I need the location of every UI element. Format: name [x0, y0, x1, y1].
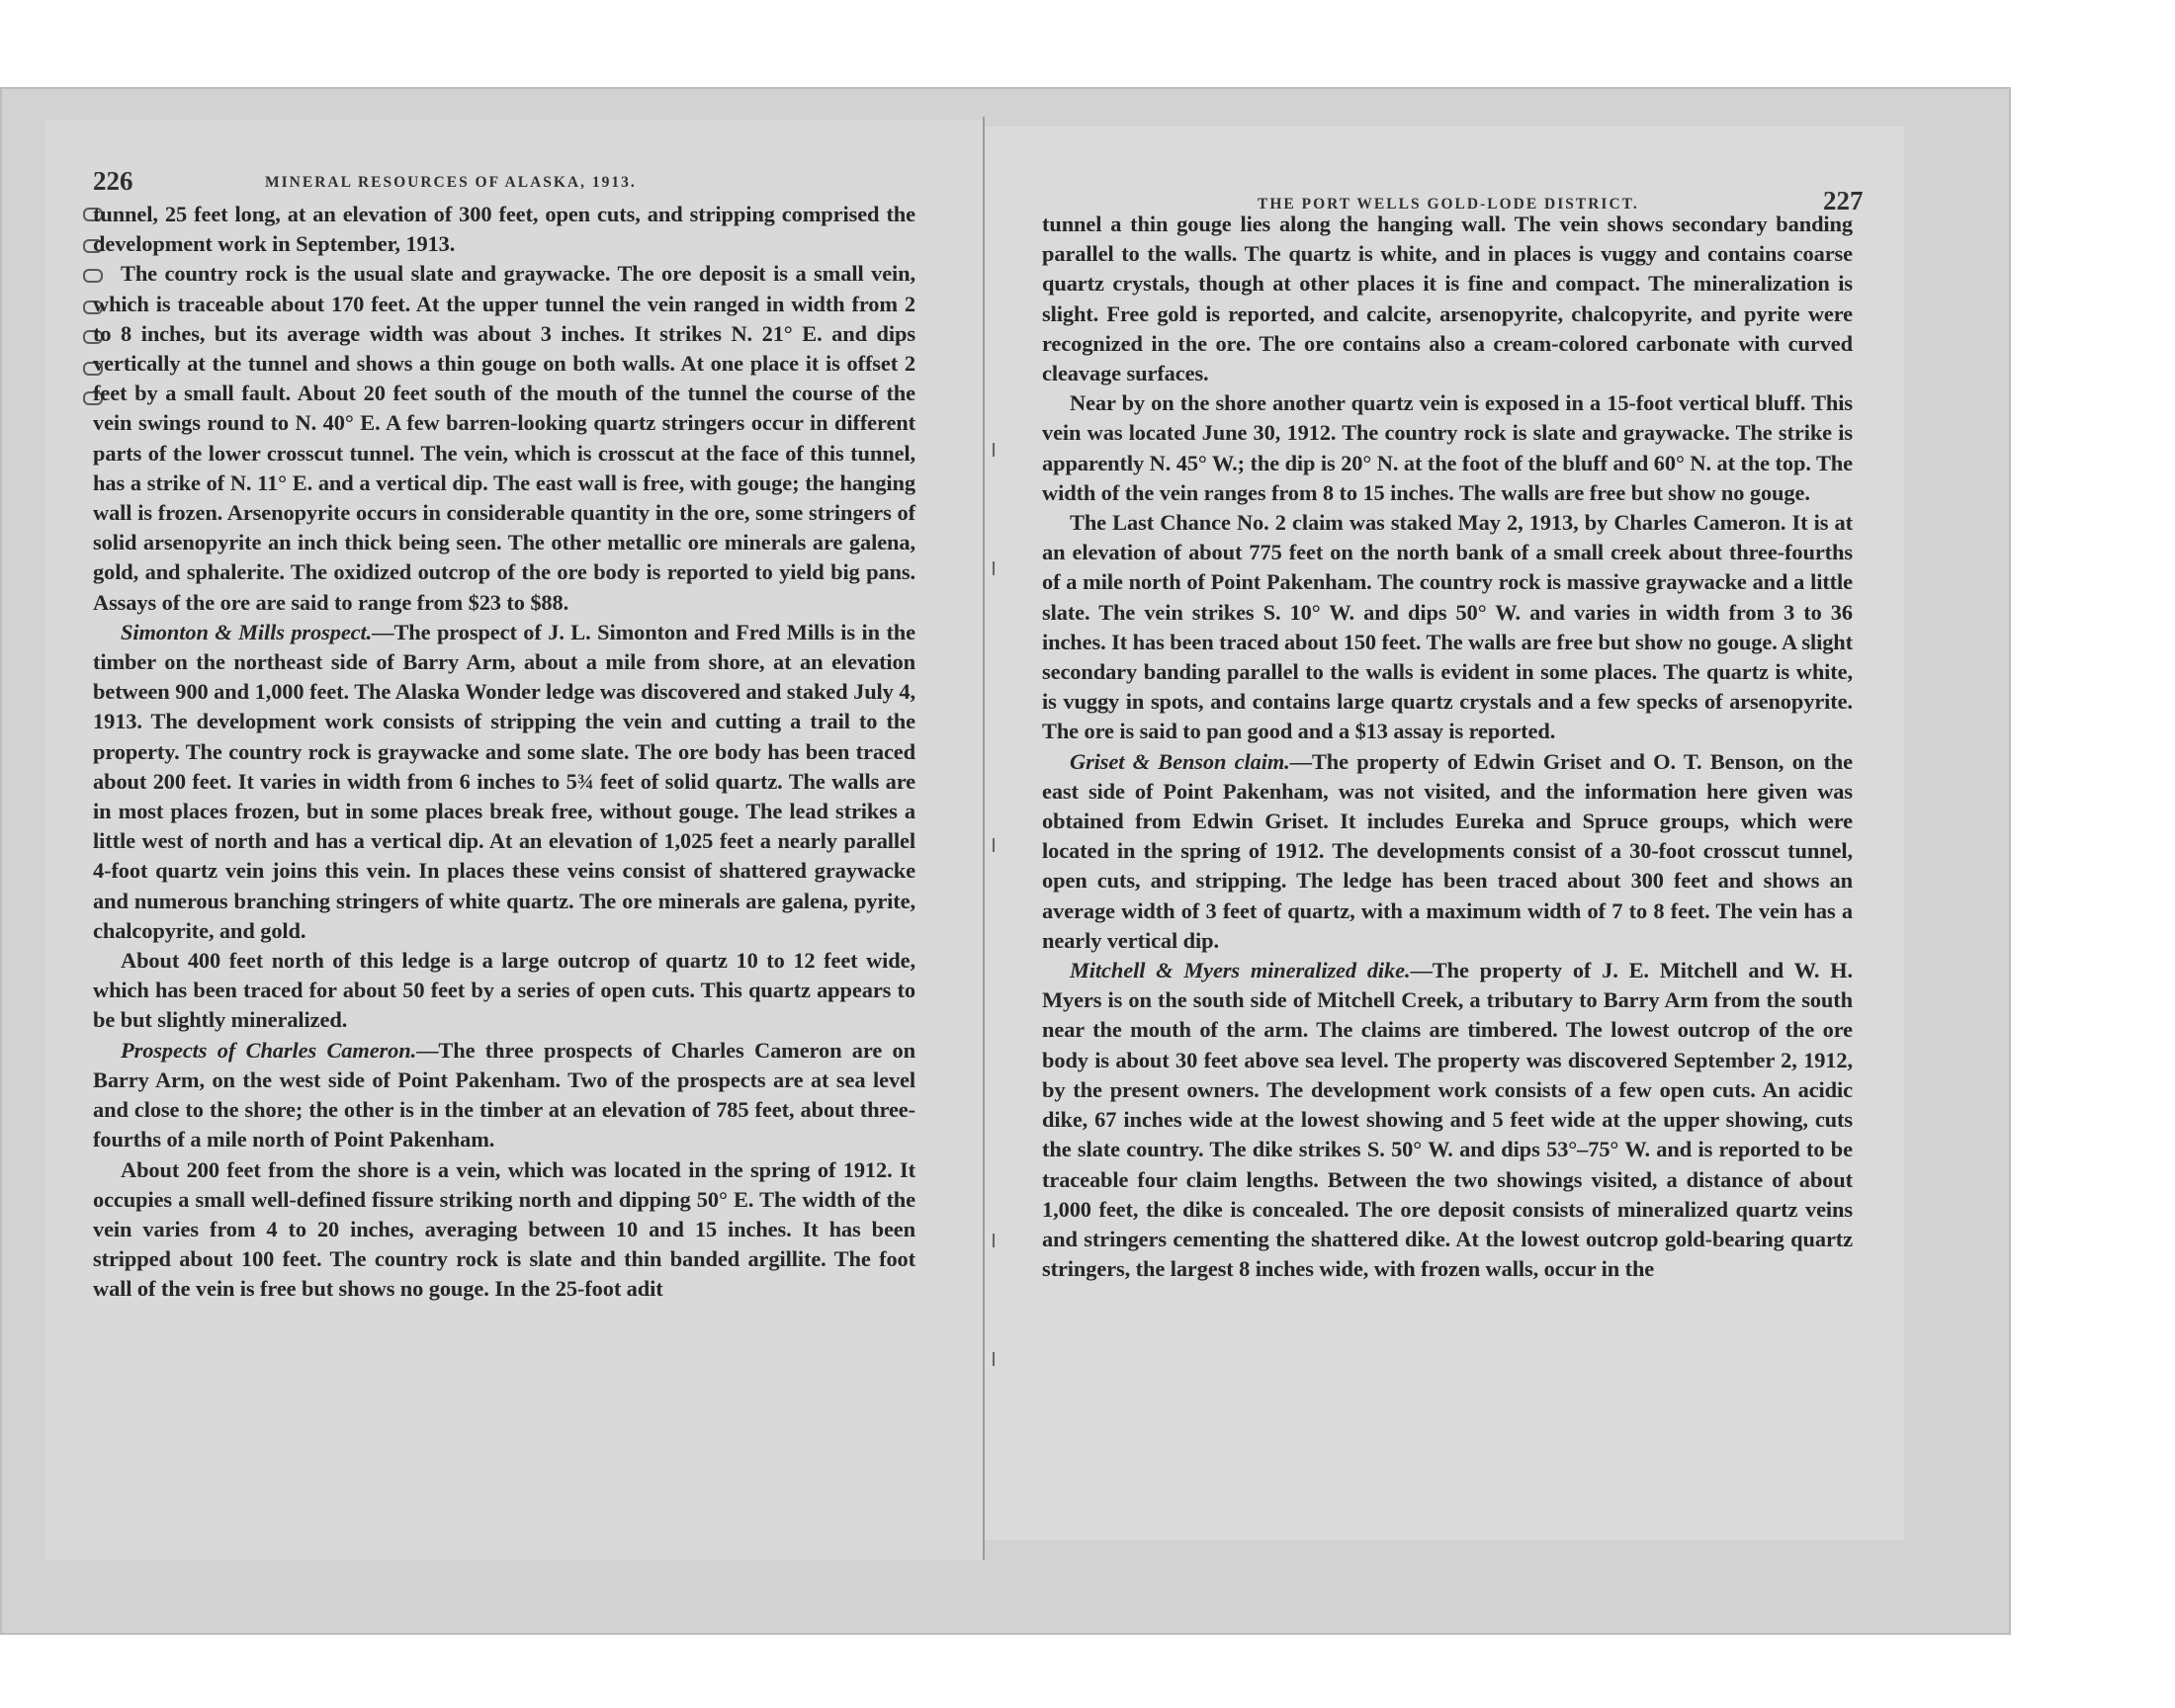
paragraph [93, 200, 915, 259]
left-page-text [93, 200, 915, 1305]
paragraph [1042, 956, 1853, 1284]
book-gutter [983, 117, 985, 1560]
paragraph-text: —The three prospects of Charles Cameron are on Barry Arm, on the west side of Point Pakenham. Two of the prospects are at sea level and close to the shore; the other is in the timber at an elevation of 785 feet, about three-fourths of a mile north of Point Pakenham. [93, 1037, 915, 1153]
paragraph-text: tunnel a thin gouge lies along the hanging wall. The vein shows secondary banding parallel to the walls. The quartz is white, and in places is vuggy and contains coarse quartz crystals, though at other places it is fine and compact. The mineralization is slight. Free gold is reported, and calcite, arsenopyrite, chalcopyrite, and pyrite were recognized in the ore. The ore contains also a cream-colored carbonate with curved cleavage surfaces. [1042, 212, 1853, 386]
paragraph [1042, 747, 1853, 956]
paragraph-text: The country rock is the usual slate and graywacke. The ore deposit is a small vein, which is traceable about 170 feet. At the upper tunnel the vein ranged in width from 2 to 8 inches, but its average width was about 3 inches. It strikes N. 21° E. and dips vertically at the tunnel and shows a thin gouge on both walls. At one place it is offset 2 feet by a small fault. About 20 feet south of the mouth of the tunnel the course of the vein swings round to N. 40° E. A few barren-looking quartz stringers occur in different parts of the lower crosscut tunnel. The vein, which is crosscut at the face of this tunnel, has a strike of N. 11° E. and a vertical dip. The east wall is free, with gouge; the hanging wall is frozen. Arsenopyrite occurs in considerable quantity in the ore, some stringers of solid arsenopyrite an inch thick being seen. The other metallic ore minerals are galena, gold, and sphalerite. The oxidized outcrop of the ore body is reported to yield big pans. Assays of the ore are said to range from $23 to $88. [93, 261, 915, 615]
scan-tick-mark [993, 1234, 995, 1247]
section-lead: Prospects of Charles Cameron. [121, 1037, 417, 1063]
section-lead: Griset & Benson claim. [1070, 748, 1290, 774]
paragraph-text: —The property of J. E. Mitchell and W. H. Myers is on the south side of Mitchell Creek, a tributary to Barry Arm from the south near the mouth of the arm. The claims are timbered. The lowest outcrop of the ore body is about 30 feet above sea level. The property was discovered September 2, 1912, by the present owners. The development work consists of a few open cuts. An acidic dike, 67 inches wide at the lowest showing and 5 feet wide at the upper showing, cuts the slate country. The dike strikes S. 50° W. and dips 53°–75° W. and is reported to be traceable four claim lengths. Between the two showings visited, a distance of about 1,000 feet, the dike is concealed. The ore deposit consists of mineralized quartz veins and stringers cementing the shattered dike. At the lowest outcrop gold-bearing quartz stringers, the largest 8 inches wide, with frozen walls, occur in the [1042, 958, 1853, 1282]
right-page-text [1042, 210, 1853, 1284]
paragraph [1042, 508, 1853, 747]
paragraph [93, 1036, 915, 1155]
paragraph-text: —The property of Edwin Griset and O. T. Benson, on the east side of Point Pakenham, was not visited, and the information here given was obtained from Edwin Griset. It includes Eureka and Spruce groups, which were located in the spring of 1912. The developments consist of a 30-foot crosscut tunnel, open cuts, and stripping. The ledge has been traced about 300 feet and shows an average width of 3 feet of quartz, with a maximum width of 7 to 8 feet. The vein has a nearly vertical dip. [1042, 748, 1853, 953]
paragraph [93, 946, 915, 1036]
scan-tick-mark [993, 1352, 995, 1366]
scan-tick-mark [993, 443, 995, 457]
paragraph-text: tunnel, 25 feet long, at an elevation of 300 feet, open cuts, and stripping comprised the development work in September, 1913. [93, 202, 915, 257]
paragraph-text: About 200 feet from the shore is a vein, which was located in the spring of 1912. It occupies a small well-defined fissure striking north and dipping 50° E. The width of the vein varies from 4 to 20 inches, averaging between 10 and 15 inches. It has been stripped about 100 feet. The country rock is slate and thin banded argillite. The foot wall of the vein is free but shows no gouge. In the 25-foot adit [93, 1156, 915, 1302]
paragraph-text: About 400 feet north of this ledge is a large outcrop of quartz 10 to 12 feet wide, which has been traced for about 50 feet by a series of open cuts. This quartz appears to be but slightly mineralized. [93, 948, 915, 1033]
left-page-number: 226 [93, 166, 133, 196]
left-running-head: MINERAL RESOURCES OF ALASKA, 1913. [265, 174, 637, 191]
right-page [983, 127, 1904, 1540]
right-page-number: 227 [1823, 186, 1864, 215]
left-page [45, 121, 985, 1560]
right-running-head: THE PORT WELLS GOLD-LODE DISTRICT. [1258, 196, 1639, 213]
paragraph [93, 618, 915, 946]
paragraph [1042, 210, 1853, 388]
section-lead: Simonton & Mills prospect. [121, 619, 373, 644]
paragraph-text: —The prospect of J. L. Simonton and Fred Mills is in the timber on the northeast side of Barry Arm, about a mile from shore, at an elevation between 900 and 1,000 feet. The Alaska Wonder ledge was discovered and staked July 4, 1913. The development work consists of stripping the vein and cutting a trail to the property. The country rock is graywacke and some slate. The ore body has been traced about 200 feet. It varies in width from 6 inches to 5¾ feet of solid quartz. The walls are in most places frozen, but in some places break free, without gouge. The lead strikes a little west of north and has a vertical dip. At an elevation of 1,025 feet a nearly parallel 4-foot quartz vein joins this vein. In places these veins consist of shattered graywacke and numerous branching stringers of white quartz. The ore minerals are galena, pyrite, chalcopyrite, and gold. [93, 619, 916, 943]
paragraph [93, 1155, 915, 1305]
scanned-book-spread [0, 87, 2011, 1635]
scan-tick-mark [993, 561, 995, 575]
paragraph-text: Near by on the shore another quartz vein is exposed in a 15-foot vertical bluff. This vein was located June 30, 1912. The country rock is slate and graywacke. The strike is apparently N. 45° W.; the dip is 20° N. at the foot of the bluff and 60° N. at the top. The width of the vein ranges from 8 to 15 inches. The walls are free but show no gouge. [1042, 390, 1853, 505]
paragraph-text: The Last Chance No. 2 claim was staked May 2, 1913, by Charles Cameron. It is at an elevation of about 775 feet on the north bank of a small creek about three-fourths of a mile north of Point Pakenham. The country rock is massive graywacke and a little slate. The vein strikes S. 10° W. and dips 50° W. and varies in width from 3 to 36 inches. It has been traced about 150 feet. The walls are free but show no gouge. A slight secondary banding parallel to the walls is evident in some places. The quartz is white, is vuggy in spots, and contains large quartz crystals and a few specks of arsenopyrite. The ore is said to pan good and a $13 assay is reported. [1042, 510, 1853, 744]
section-lead: Mitchell & Myers mineralized dike. [1070, 958, 1411, 983]
scan-margin [2011, 0, 2175, 1708]
scan-tick-mark [993, 838, 995, 852]
paragraph [93, 259, 915, 617]
paragraph [1042, 388, 1853, 508]
